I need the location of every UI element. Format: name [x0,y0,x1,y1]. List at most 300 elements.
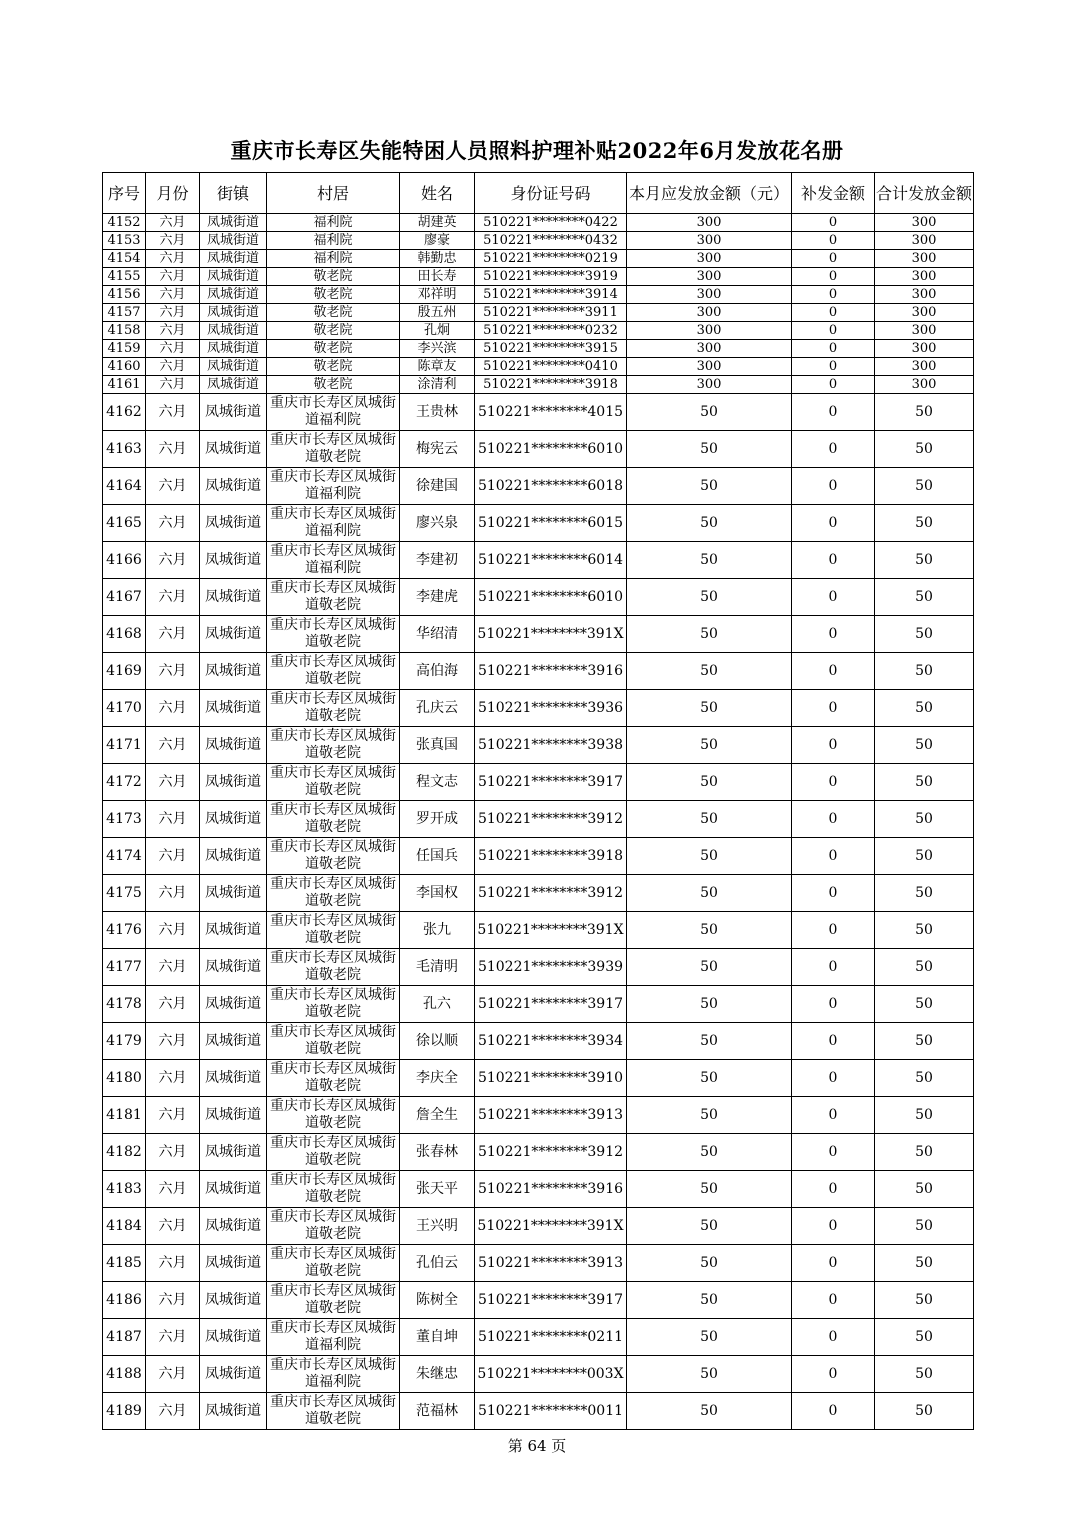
cell-name: 邓祥明 [400,286,475,304]
cell-name: 胡建英 [400,214,475,232]
header-month: 月份 [146,173,200,214]
cell-id: 510221********003X [475,1356,627,1393]
cell-due: 300 [627,376,792,394]
cell-village: 重庆市长寿区凤城街道福利院 [267,394,400,431]
cell-name: 涂清利 [400,376,475,394]
table-row [103,764,974,801]
cell-street: 凤城街道 [200,505,267,542]
table-row [103,340,974,358]
cell-seq: 4179 [103,1023,146,1060]
cell-month: 六月 [146,468,200,505]
cell-street: 凤城街道 [200,1171,267,1208]
cell-name: 张真国 [400,727,475,764]
cell-name: 李兴滨 [400,340,475,358]
cell-seq: 4177 [103,949,146,986]
cell-street: 凤城街道 [200,1134,267,1171]
cell-id: 510221********3915 [475,340,627,358]
cell-street: 凤城街道 [200,838,267,875]
table-row [103,727,974,764]
cell-total: 50 [875,1134,974,1171]
cell-name: 张春林 [400,1134,475,1171]
cell-due: 300 [627,304,792,322]
table-row [103,214,974,232]
table-row [103,949,974,986]
cell-supplement: 0 [792,394,875,431]
cell-due: 50 [627,468,792,505]
cell-total: 50 [875,579,974,616]
cell-due: 50 [627,1393,792,1430]
cell-month: 六月 [146,376,200,394]
header-name: 姓名 [400,173,475,214]
header-supplement: 补发金额 [792,173,875,214]
cell-id: 510221********3913 [475,1097,627,1134]
cell-due: 50 [627,949,792,986]
cell-due: 300 [627,214,792,232]
cell-name: 韩勤忠 [400,250,475,268]
cell-month: 六月 [146,1023,200,1060]
cell-due: 50 [627,1060,792,1097]
cell-total: 50 [875,1245,974,1282]
cell-street: 凤城街道 [200,250,267,268]
cell-village: 敬老院 [267,376,400,394]
cell-name: 殷五州 [400,304,475,322]
cell-name: 华绍清 [400,616,475,653]
cell-id: 510221********6015 [475,505,627,542]
cell-seq: 4182 [103,1134,146,1171]
cell-supplement: 0 [792,912,875,949]
cell-seq: 4159 [103,340,146,358]
cell-village: 重庆市长寿区凤城街道敬老院 [267,727,400,764]
cell-street: 凤城街道 [200,394,267,431]
cell-supplement: 0 [792,340,875,358]
cell-seq: 4152 [103,214,146,232]
cell-month: 六月 [146,1134,200,1171]
cell-supplement: 0 [792,468,875,505]
table-row [103,542,974,579]
cell-village: 重庆市长寿区凤城街道敬老院 [267,1282,400,1319]
cell-name: 范福林 [400,1393,475,1430]
cell-street: 凤城街道 [200,764,267,801]
cell-street: 凤城街道 [200,268,267,286]
cell-id: 510221********0422 [475,214,627,232]
cell-due: 300 [627,232,792,250]
cell-street: 凤城街道 [200,801,267,838]
cell-due: 50 [627,579,792,616]
cell-village: 重庆市长寿区凤城街道福利院 [267,505,400,542]
cell-month: 六月 [146,616,200,653]
cell-supplement: 0 [792,949,875,986]
cell-name: 孔炯 [400,322,475,340]
cell-village: 重庆市长寿区凤城街道敬老院 [267,616,400,653]
cell-supplement: 0 [792,505,875,542]
cell-id: 510221********6014 [475,542,627,579]
cell-month: 六月 [146,1319,200,1356]
cell-village: 敬老院 [267,286,400,304]
cell-name: 梅宪云 [400,431,475,468]
table-row [103,579,974,616]
cell-village: 重庆市长寿区凤城街道敬老院 [267,1245,400,1282]
cell-village: 重庆市长寿区凤城街道福利院 [267,468,400,505]
table-row [103,875,974,912]
cell-name: 王贵林 [400,394,475,431]
cell-name: 李国权 [400,875,475,912]
cell-total: 50 [875,949,974,986]
cell-supplement: 0 [792,579,875,616]
cell-supplement: 0 [792,268,875,286]
table-row [103,468,974,505]
cell-month: 六月 [146,250,200,268]
cell-id: 510221********3919 [475,268,627,286]
table-row [103,801,974,838]
cell-due: 50 [627,1245,792,1282]
cell-street: 凤城街道 [200,1060,267,1097]
cell-street: 凤城街道 [200,1097,267,1134]
cell-village: 重庆市长寿区凤城街道敬老院 [267,1393,400,1430]
table-row [103,1060,974,1097]
cell-village: 重庆市长寿区凤城街道敬老院 [267,764,400,801]
cell-id: 510221********0410 [475,358,627,376]
cell-total: 300 [875,304,974,322]
cell-seq: 4186 [103,1282,146,1319]
cell-street: 凤城街道 [200,214,267,232]
cell-id: 510221********0211 [475,1319,627,1356]
header-village: 村居 [267,173,400,214]
cell-id: 510221********3912 [475,801,627,838]
cell-village: 重庆市长寿区凤城街道敬老院 [267,875,400,912]
cell-supplement: 0 [792,322,875,340]
cell-village: 重庆市长寿区凤城街道敬老院 [267,801,400,838]
cell-total: 50 [875,764,974,801]
cell-total: 50 [875,616,974,653]
cell-village: 敬老院 [267,358,400,376]
cell-street: 凤城街道 [200,304,267,322]
cell-total: 50 [875,1282,974,1319]
cell-village: 重庆市长寿区凤城街道敬老院 [267,986,400,1023]
cell-seq: 4162 [103,394,146,431]
cell-name: 高伯海 [400,653,475,690]
cell-month: 六月 [146,304,200,322]
cell-id: 510221********0432 [475,232,627,250]
cell-seq: 4175 [103,875,146,912]
cell-total: 300 [875,286,974,304]
cell-month: 六月 [146,1245,200,1282]
table-row [103,431,974,468]
cell-due: 50 [627,764,792,801]
cell-supplement: 0 [792,1393,875,1430]
cell-total: 50 [875,431,974,468]
cell-supplement: 0 [792,286,875,304]
table-row [103,1319,974,1356]
cell-village: 福利院 [267,232,400,250]
cell-seq: 4154 [103,250,146,268]
cell-street: 凤城街道 [200,1393,267,1430]
table-row [103,838,974,875]
cell-village: 重庆市长寿区凤城街道敬老院 [267,1208,400,1245]
cell-seq: 4164 [103,468,146,505]
cell-month: 六月 [146,431,200,468]
cell-seq: 4171 [103,727,146,764]
cell-seq: 4156 [103,286,146,304]
cell-due: 300 [627,340,792,358]
cell-seq: 4172 [103,764,146,801]
cell-name: 孔六 [400,986,475,1023]
table-row [103,232,974,250]
cell-due: 50 [627,1319,792,1356]
cell-month: 六月 [146,690,200,727]
table-row [103,394,974,431]
cell-total: 50 [875,1060,974,1097]
cell-supplement: 0 [792,358,875,376]
cell-supplement: 0 [792,1097,875,1134]
cell-seq: 4189 [103,1393,146,1430]
table-row [103,653,974,690]
cell-id: 510221********3938 [475,727,627,764]
cell-supplement: 0 [792,1171,875,1208]
cell-total: 300 [875,268,974,286]
cell-seq: 4176 [103,912,146,949]
cell-name: 程文志 [400,764,475,801]
cell-month: 六月 [146,358,200,376]
cell-due: 50 [627,653,792,690]
cell-total: 50 [875,912,974,949]
cell-name: 詹全生 [400,1097,475,1134]
cell-name: 田长寿 [400,268,475,286]
cell-total: 300 [875,232,974,250]
cell-total: 50 [875,875,974,912]
cell-village: 重庆市长寿区凤城街道敬老院 [267,431,400,468]
cell-street: 凤城街道 [200,286,267,304]
cell-due: 50 [627,690,792,727]
cell-seq: 4160 [103,358,146,376]
cell-total: 300 [875,214,974,232]
cell-name: 徐建国 [400,468,475,505]
cell-village: 敬老院 [267,304,400,322]
cell-supplement: 0 [792,764,875,801]
cell-name: 李庆全 [400,1060,475,1097]
cell-street: 凤城街道 [200,1319,267,1356]
cell-seq: 4180 [103,1060,146,1097]
cell-village: 福利院 [267,214,400,232]
cell-id: 510221********6018 [475,468,627,505]
cell-seq: 4155 [103,268,146,286]
cell-id: 510221********6010 [475,579,627,616]
cell-seq: 4166 [103,542,146,579]
cell-street: 凤城街道 [200,690,267,727]
cell-village: 重庆市长寿区凤城街道敬老院 [267,1097,400,1134]
cell-seq: 4178 [103,986,146,1023]
cell-id: 510221********3917 [475,1282,627,1319]
cell-month: 六月 [146,394,200,431]
cell-seq: 4188 [103,1356,146,1393]
table-row [103,358,974,376]
cell-seq: 4167 [103,579,146,616]
cell-name: 廖兴泉 [400,505,475,542]
cell-village: 重庆市长寿区凤城街道敬老院 [267,579,400,616]
cell-village: 重庆市长寿区凤城街道敬老院 [267,912,400,949]
cell-id: 510221********3916 [475,1171,627,1208]
cell-month: 六月 [146,214,200,232]
cell-street: 凤城街道 [200,1356,267,1393]
cell-id: 510221********0011 [475,1393,627,1430]
cell-total: 50 [875,394,974,431]
cell-seq: 4183 [103,1171,146,1208]
table-row [103,1097,974,1134]
cell-supplement: 0 [792,542,875,579]
cell-seq: 4185 [103,1245,146,1282]
cell-month: 六月 [146,1060,200,1097]
cell-total: 50 [875,1208,974,1245]
cell-total: 300 [875,376,974,394]
cell-id: 510221********4015 [475,394,627,431]
cell-street: 凤城街道 [200,727,267,764]
cell-month: 六月 [146,838,200,875]
cell-supplement: 0 [792,875,875,912]
cell-name: 朱继忠 [400,1356,475,1393]
cell-due: 50 [627,912,792,949]
cell-total: 50 [875,1356,974,1393]
cell-street: 凤城街道 [200,875,267,912]
document-title: 重庆市长寿区失能特困人员照料护理补贴2022年6月发放花名册 [230,138,844,163]
cell-street: 凤城街道 [200,340,267,358]
cell-supplement: 0 [792,232,875,250]
cell-due: 300 [627,286,792,304]
cell-seq: 4173 [103,801,146,838]
cell-street: 凤城街道 [200,616,267,653]
table-row [103,986,974,1023]
cell-street: 凤城街道 [200,653,267,690]
cell-supplement: 0 [792,986,875,1023]
cell-month: 六月 [146,764,200,801]
header-row [103,173,974,214]
cell-due: 50 [627,986,792,1023]
table-row [103,1393,974,1430]
cell-street: 凤城街道 [200,431,267,468]
cell-village: 重庆市长寿区凤城街道敬老院 [267,1023,400,1060]
cell-total: 300 [875,250,974,268]
cell-supplement: 0 [792,1356,875,1393]
cell-id: 510221********3917 [475,986,627,1023]
cell-street: 凤城街道 [200,376,267,394]
cell-total: 50 [875,505,974,542]
cell-id: 510221********391X [475,1208,627,1245]
cell-name: 罗开成 [400,801,475,838]
cell-name: 徐以顺 [400,1023,475,1060]
cell-seq: 4161 [103,376,146,394]
cell-seq: 4187 [103,1319,146,1356]
cell-village: 重庆市长寿区凤城街道敬老院 [267,949,400,986]
cell-seq: 4170 [103,690,146,727]
cell-village: 重庆市长寿区凤城街道敬老院 [267,653,400,690]
cell-name: 张天平 [400,1171,475,1208]
cell-due: 50 [627,394,792,431]
cell-street: 凤城街道 [200,232,267,250]
table-row [103,304,974,322]
cell-seq: 4169 [103,653,146,690]
cell-total: 300 [875,340,974,358]
cell-month: 六月 [146,912,200,949]
cell-supplement: 0 [792,616,875,653]
table-row [103,616,974,653]
cell-id: 510221********3936 [475,690,627,727]
cell-street: 凤城街道 [200,322,267,340]
cell-month: 六月 [146,875,200,912]
cell-supplement: 0 [792,376,875,394]
table-row [103,505,974,542]
table-row [103,376,974,394]
header-id: 身份证号码 [475,173,627,214]
cell-street: 凤城街道 [200,358,267,376]
cell-due: 50 [627,1356,792,1393]
cell-supplement: 0 [792,1060,875,1097]
cell-total: 50 [875,542,974,579]
cell-seq: 4165 [103,505,146,542]
table-row [103,268,974,286]
cell-due: 300 [627,250,792,268]
cell-village: 敬老院 [267,322,400,340]
cell-seq: 4181 [103,1097,146,1134]
table-row [103,322,974,340]
table-row [103,1245,974,1282]
cell-month: 六月 [146,801,200,838]
cell-seq: 4184 [103,1208,146,1245]
cell-supplement: 0 [792,1245,875,1282]
cell-due: 300 [627,322,792,340]
cell-month: 六月 [146,322,200,340]
cell-id: 510221********3911 [475,304,627,322]
cell-month: 六月 [146,1171,200,1208]
cell-village: 敬老院 [267,340,400,358]
cell-name: 李建初 [400,542,475,579]
cell-month: 六月 [146,1208,200,1245]
cell-supplement: 0 [792,250,875,268]
header-street: 街镇 [200,173,267,214]
cell-name: 廖豪 [400,232,475,250]
cell-name: 孔庆云 [400,690,475,727]
cell-total: 50 [875,653,974,690]
cell-due: 50 [627,1171,792,1208]
cell-month: 六月 [146,1356,200,1393]
cell-street: 凤城街道 [200,542,267,579]
cell-supplement: 0 [792,801,875,838]
cell-total: 50 [875,1023,974,1060]
cell-name: 王兴明 [400,1208,475,1245]
cell-total: 50 [875,801,974,838]
cell-seq: 4157 [103,304,146,322]
table-row [103,1282,974,1319]
cell-due: 300 [627,268,792,286]
cell-total: 50 [875,1097,974,1134]
cell-id: 510221********0219 [475,250,627,268]
cell-village: 重庆市长寿区凤城街道福利院 [267,1356,400,1393]
cell-name: 毛清明 [400,949,475,986]
cell-due: 50 [627,542,792,579]
cell-name: 陈章友 [400,358,475,376]
header-due-amount: 本月应发放金额（元） [627,173,792,214]
cell-seq: 4174 [103,838,146,875]
cell-month: 六月 [146,1097,200,1134]
cell-total: 300 [875,322,974,340]
cell-month: 六月 [146,340,200,358]
cell-supplement: 0 [792,838,875,875]
cell-name: 张九 [400,912,475,949]
cell-total: 50 [875,690,974,727]
table-row [103,1208,974,1245]
cell-id: 510221********3913 [475,1245,627,1282]
cell-due: 50 [627,838,792,875]
cell-total: 50 [875,727,974,764]
cell-due: 50 [627,1097,792,1134]
table-row [103,1023,974,1060]
